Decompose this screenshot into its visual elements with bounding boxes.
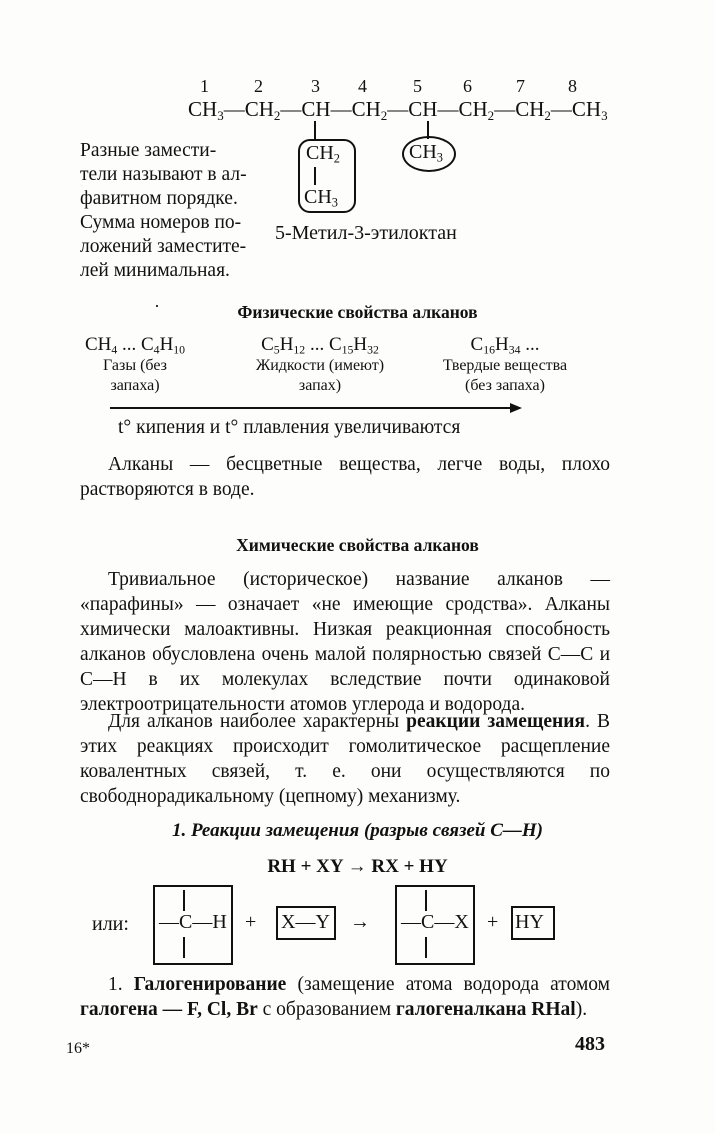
carbon-number: 5 [413, 76, 422, 96]
product-cx-text: —C—X [401, 911, 469, 933]
reactant-xy-text: X—Y [281, 911, 330, 933]
printer-signature: 16* [66, 1040, 90, 1057]
chemical-paragraph-2: Для алканов наиболее характерны реакции замещения. В этих реакциях происходит гомолитическое расщепление ковалентных связей, т. е. они осуществляются по свободнорадикальному (цепному) механизму. [80, 711, 610, 807]
chain-group: $CH_2$ [244, 97, 281, 123]
physical-properties-heading: Физические свойства алканов [237, 302, 478, 322]
carbon-number: 6 [463, 76, 472, 96]
general-equation: RH + XY → RX + HY [267, 856, 448, 877]
halogenation-item: 1. Галогенирование (замещение атома водорода атомом галогена — F, Cl, Br с образованием галогеналкана RHal). [80, 974, 611, 1020]
chain-group: $CH_2$ [458, 97, 495, 123]
group-solids: $C_{16}H_{34}$ ... Твердые вещества (без запаха) [420, 334, 590, 396]
bond-down [425, 937, 427, 958]
plus-sign: + [487, 911, 499, 933]
formula-range: $CH_4$ ... $C_4H_{10}$ [84, 334, 186, 357]
reaction-arrow: → [350, 911, 370, 933]
group-gases: $CH_4$ ... $C_4H_{10}$ Газы (без запаха) [60, 334, 210, 396]
substitution-heading: 1. Реакции замещения (разрыв связей С—Н) [171, 820, 544, 841]
chain-group: $CH_3$ [188, 97, 224, 123]
bond-up [425, 890, 427, 911]
chain-group: CH [408, 97, 438, 121]
ethyl-bond [314, 167, 316, 185]
formula-range: $C_5H_{12}$ ... $C_{15}H_{32}$ [261, 334, 379, 357]
carbon-number: 2 [254, 76, 263, 96]
bond-down [183, 937, 185, 958]
reactant-ch-text: —C—H [159, 911, 227, 933]
chemical-properties-heading: Химические свойства алканов [236, 535, 479, 555]
carbon-number: 4 [358, 76, 367, 96]
carbon-number: 7 [516, 76, 525, 96]
group-liquids: $C_5H_{12}$ ... $C_{15}H_{32}$ Жидкости (имеют) запах) [230, 334, 410, 396]
plus-sign: + [245, 911, 257, 933]
chain-group: $CH_3$ [571, 97, 608, 123]
ethyl-ch2: $CH_2$ [306, 142, 340, 166]
chain-group: $CH_2$ [351, 97, 388, 123]
carbon-number: 3 [311, 76, 320, 96]
bond-to-ethyl [314, 121, 316, 141]
page-number: 483 [575, 1033, 605, 1055]
bullet-mark: · [154, 296, 160, 316]
trend-arrow [110, 402, 522, 414]
carbon-number: 1 [200, 76, 209, 96]
or-label: или: [92, 913, 129, 935]
chain-group: $CH_2$ [515, 97, 551, 123]
physical-summary: Алканы — бесцветные вещества, легче воды, плохо растворяются в воде. [80, 454, 610, 500]
main-carbon-chain: $CH_3—CH_2—CH—CH_2—CH—CH_2—CH_2—CH_3$ [188, 97, 608, 123]
ethyl-ch3: $CH_3$ [304, 186, 338, 210]
chain-group: CH [301, 97, 331, 121]
trend-caption: t° кипения и t° плавления увеличиваются [118, 417, 461, 438]
compound-name: 5-Метил-3-этилоктан [275, 222, 457, 244]
product-hy-text: HY [515, 911, 544, 933]
naming-rule-note: Разные замести- тели называют в ал- фавитном порядке. Сумма номеров по- ложений заместите- лей минимальная. [80, 140, 247, 281]
bond-up [183, 890, 185, 911]
methyl-ch3: $CH_3$ [409, 141, 443, 165]
formula-range: $C_{16}H_{34}$ ... [470, 334, 540, 357]
chemical-paragraph-1: Тривиальное (историческое) название алканов — «парафины» — означает «не имеющие сродства». Алканы химически малоактивны. Низкая реакционная способность алканов обусловлена очень малой полярностью связей С—С и С—Н в их молекулах вследствие почти одинаковой электроотрицательности атомов углерода и водорода. [80, 569, 610, 715]
carbon-number: 8 [568, 76, 577, 96]
